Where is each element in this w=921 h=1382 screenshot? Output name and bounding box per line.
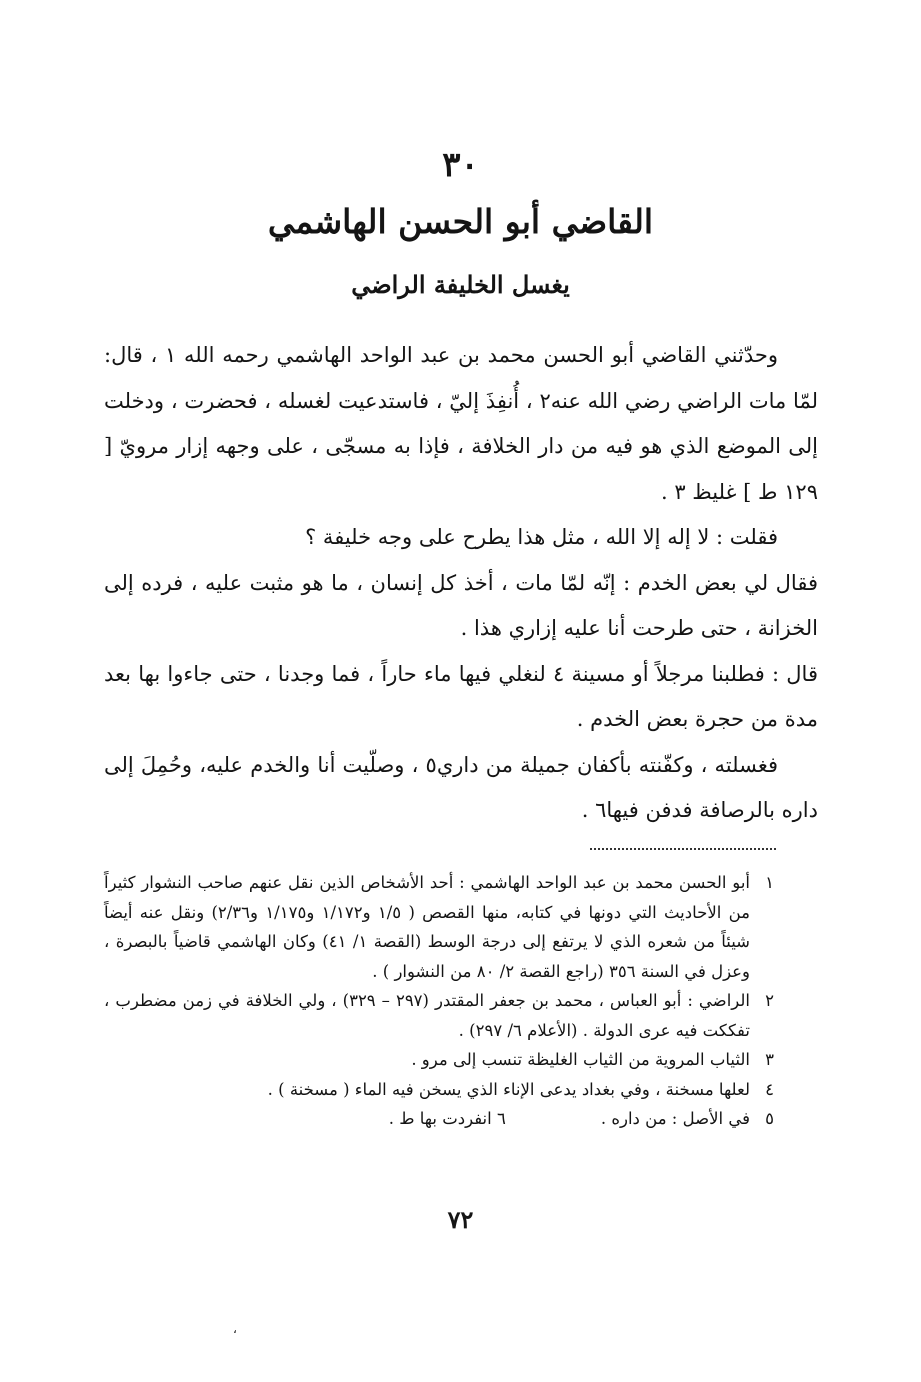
footnote-number: ٥ [765, 1109, 774, 1128]
footnote-number: ٦ [497, 1109, 506, 1128]
footnote-inline [389, 1104, 506, 1134]
footnote-number: ٤ [765, 1079, 774, 1099]
footnote-number: ١ [765, 873, 774, 892]
paragraph: فغسلته ، وكفّنته بأكفان جميلة من داري٥ ، وصلّيت أنا والخدم عليه، وحُمِلَ إلى داره بالرصافة فدفن فيها٦ . [104, 752, 818, 822]
paragraph: قال : فطلبنا مرجلاً أو مسينة ٤ لنغلي فيها ماء حاراً ، فما وجدنا ، حتى جاءوا بها بعد مدة من حجرة بعض الخدم . [104, 661, 818, 731]
paragraph: فقلت : لا إله إلا الله ، مثل هذا يطرح على وجه خليفة ؟ [305, 525, 778, 549]
footnote [104, 1045, 774, 1075]
footnote-text: انفردت بها ط . [388, 1109, 492, 1128]
story-subtitle: يغسل الخليفة الراضي [351, 270, 570, 299]
story-body [104, 333, 818, 834]
footnote [104, 986, 774, 1045]
footnote-text-row [104, 1104, 750, 1134]
paragraph: وحدّثني القاضي أبو الحسن محمد بن عبد الواحد الهاشمي رحمه الله ١ ، قال: لمّا مات الراضي رضي الله عنه٢ ، أُنفِذَ إليّ ، فاستدعيت لغسله ، فحضرت ، ودخلت إلى الموضع الذي هو فيه من دار الخلافة ، فإذا به مسجّى ، على وجهه إزار مرويّ [ ١٢٩ ط ] غليظ ٣ . [104, 343, 818, 504]
footnote-divider [590, 848, 776, 850]
footnote-text: في الأصل : من داره . [600, 1109, 750, 1128]
footnote-text: الثياب المروية من الثياب الغليظة تنسب إلى مرو . [411, 1050, 750, 1069]
footnote-text: الراضي : أبو العباس ، محمد بن جعفر المقتدر (٢٩٧ – ٣٢٩) ، ولي الخلافة في زمن مضطرب ، تفككت فيه عرى الدولة . (الأعلام ٦/ ٢٩٧) . [104, 991, 750, 1040]
footnote [104, 1104, 774, 1134]
footnotes [104, 868, 774, 1134]
footnote-text: أبو الحسن محمد بن عبد الواحد الهاشمي : أحد الأشخاص الذين نقل عنهم صاحب النشوار كثيراً من الأحاديث التي دونها في كتابه، منها القصص ( ١/٥ و١/١٧٢ و١/١٧٥ و٢/٣٦) ونقل عنه أيضاً شيئاً من شعره الذي لا يرتفع إلى درجة الوسط (القصة ١/ ٤١) وكان الهاشمي قاضياً بالبصرة ، وعزل في السنة ٣٥٦ (راجع القصة ٢/ ٨٠ من النشوار ) . [104, 873, 751, 981]
page-number: ٧٢ [447, 1205, 474, 1234]
print-speck: ، [233, 1322, 237, 1336]
footnote [104, 1075, 774, 1105]
footnote-number: ٢ [765, 991, 774, 1010]
story-title: القاضي أبو الحسن الهاشمي [267, 202, 654, 241]
footnote-number: ٣ [765, 1050, 774, 1069]
footnote-text: لعلها مسخنة ، وفي بغداد يدعى الإناء الذي يسخن فيه الماء ( مسخنة ) . [267, 1079, 750, 1099]
story-number: ٣٠ [442, 145, 479, 185]
paragraph: فقال لي بعض الخدم : إنّه لمّا مات ، أخذ كل إنسان ، ما هو مثبت عليه ، فرده إلى الخزانة ، حتى طرحت أنا عليه إزاري هذا . [104, 570, 818, 640]
footnote [104, 868, 774, 986]
